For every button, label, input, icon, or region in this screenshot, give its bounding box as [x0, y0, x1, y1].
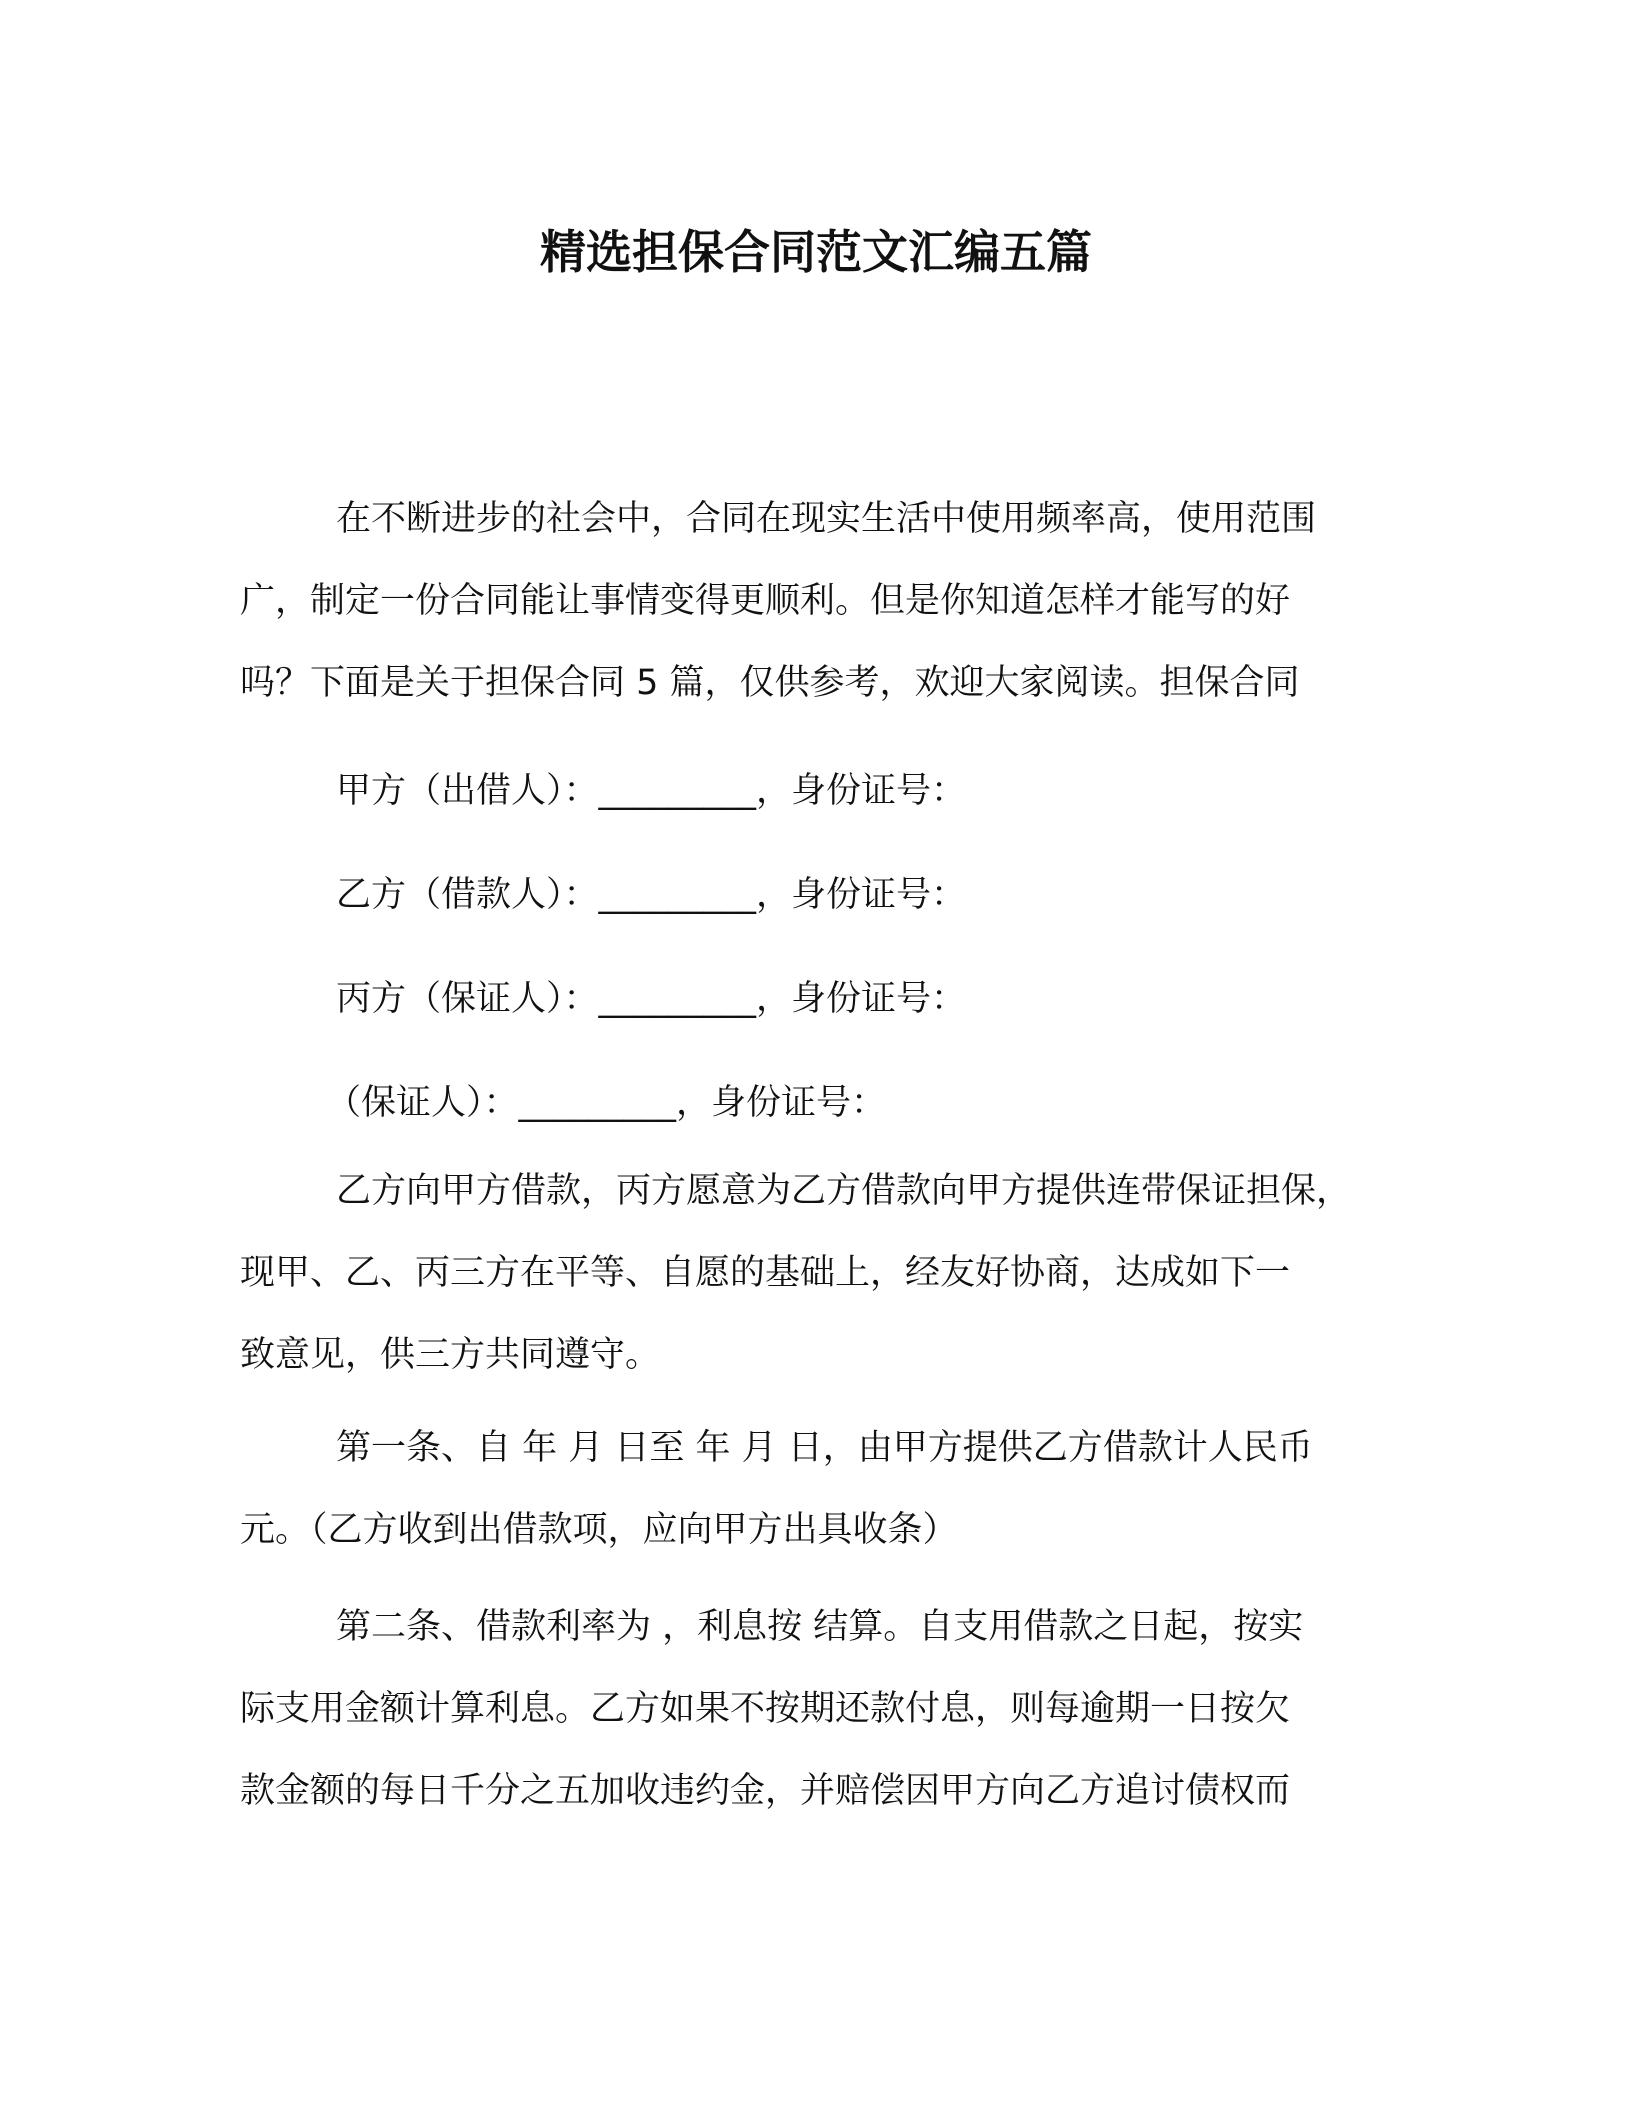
- preamble-line: 致意见，供三方共同遵守。: [240, 1335, 661, 1375]
- intro-line: 吗？下面是关于担保合同 5 篇，仅供参考，欢迎大家阅读。担保合同: [240, 663, 1300, 703]
- intro-line: 广，制定一份合同能让事情变得更顺利。但是你知道怎样才能写的好: [240, 581, 1291, 621]
- party-line-d: （保证人）：_________，身份证号：: [326, 1083, 887, 1123]
- article-2: [240, 1586, 1420, 1832]
- party-line-c: 丙方（保证人）：_________，身份证号：: [336, 979, 967, 1019]
- intro-paragraph: [240, 478, 1420, 724]
- party-line-a: 甲方（出借人）：_________，身份证号：: [336, 771, 967, 811]
- article-2-line: 际支用金额计算利息。乙方如果不按期还款付息，则每逾期一日按欠: [240, 1689, 1291, 1729]
- article-1: [240, 1407, 1420, 1571]
- preamble-paragraph: [240, 1150, 1420, 1396]
- article-2-line: 款金额的每日千分之五加收违约金，并赔偿因甲方向乙方追讨债权而: [240, 1771, 1291, 1811]
- parties-block: [240, 739, 1420, 1155]
- article-1-line: 第一条、自 年 月 日至 年 月 日，由甲方提供乙方借款计人民币: [336, 1428, 1313, 1468]
- preamble-line: 现甲、乙、丙三方在平等、自愿的基础上，经友好协商，达成如下一: [240, 1253, 1291, 1293]
- article-2-line: 第二条、借款利率为 ，利息按 结算。自支用借款之日起，按实: [336, 1607, 1304, 1647]
- document-title: 精选担保合同范文汇编五篇: [540, 225, 1092, 279]
- intro-line: 在不断进步的社会中，合同在现实生活中使用频率高，使用范围: [336, 499, 1317, 539]
- article-1-line: 元。（乙方收到出借款项，应向甲方出具收条）: [240, 1510, 958, 1550]
- preamble-line: 乙方向甲方借款，丙方愿意为乙方借款向甲方提供连带保证担保，: [336, 1171, 1352, 1211]
- party-line-b: 乙方（借款人）：_________，身份证号：: [336, 875, 967, 915]
